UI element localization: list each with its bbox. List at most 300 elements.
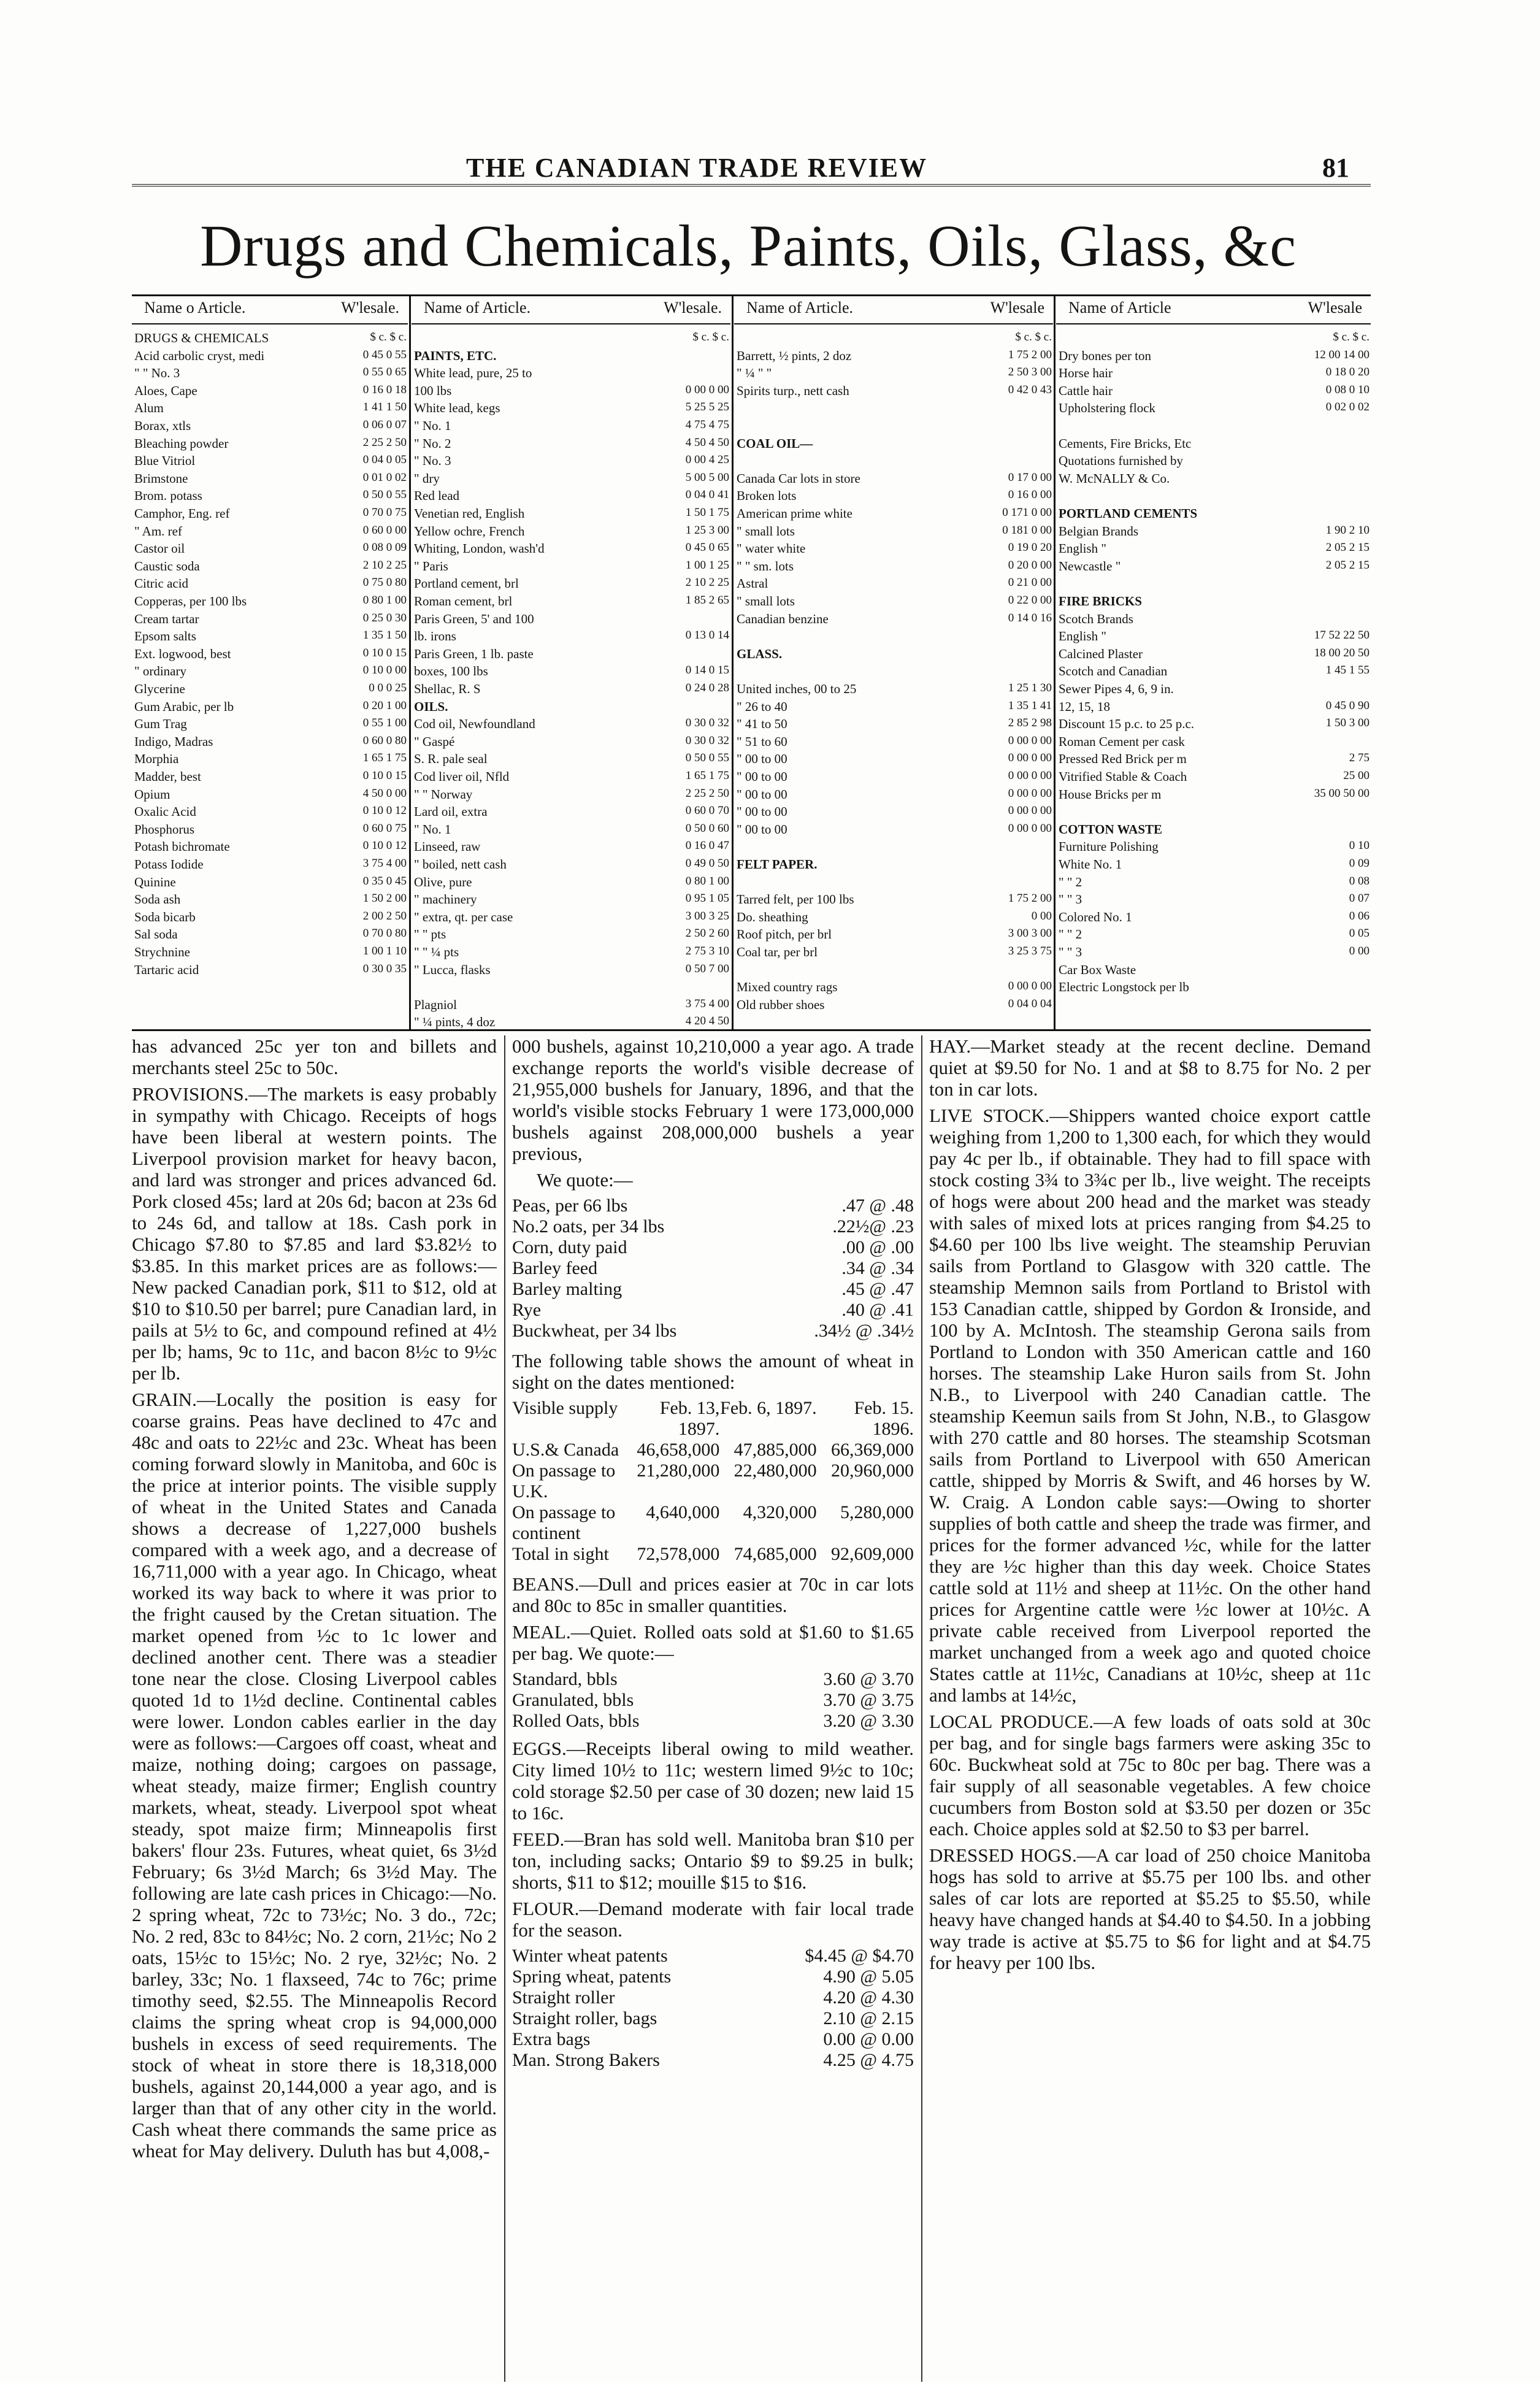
price-value: 2 10 2 25 [362, 558, 407, 572]
table-row [412, 997, 730, 1014]
table-row [1056, 488, 1371, 505]
header-wholesale: W'lesale. [341, 299, 399, 317]
flour-row [512, 2008, 914, 2029]
article-name: " Am. ref [134, 523, 182, 539]
article-name: lb. irons [414, 629, 456, 644]
article-name: " boiled, nett cash [414, 857, 507, 872]
header-article: Name of Article. [424, 299, 531, 317]
paragraph-grain: GRAIN.—Locally the position is easy for coarse grains. Peas have declined to 47c and 48c and oats to 22½c and 23c. Wheat has been coming forward slowly in Manitoba, and 60c is the price at interior points. The visible supply of wheat in the United States and Canada shows a decrease of 1,227,000 bushels compared with a week ago, and a decrease of 16,711,000 with a year ago. In Chicago, wheat worked its way back to where it was prior to the fright caused by the Cretan situation. The market opened from ½c to 1c lower and declined another cent. There was a steadier tone near the close. Closing Liverpool cables quoted 1d to 1½d decline. Continental cables were lower. London cables earlier in the day were as follows:—Cargoes off coast, wheat and maize, nothing doing; cargoes on passage, wheat steady, maize firmer; English country markets, wheat, steady. Liverpool spot wheat steady, spot maize firm; Minneapolis first bakers' flour 23s. Futures, wheat quiet, 6s 3½d February; 6s 3½d March; 6s 3½d May. The following are late cash prices in Chicago:—No. 2 spring wheat, 72c to 73½c; No. 3 do., 72c; No. 2 red, 83c to 84½c; No. 2 corn, 21½c; No 2 oats, 15½c to 15½c; No. 2 rye, 32½c; No. 2 barley, 33c; No. 1 flaxseed, 74c to 76c; prime timothy seed, $2.55. The Minneapolis Record claims the spring wheat crop is 94,000,000 bushels in excess of seed requirements. The stock of wheat in store there is 18,318,000 bushels, against 20,144,000 a year ago, and is larger than that of any other city in the world. Cash wheat there commands the same price as wheat for May delivery. Duluth has but 4,008,- [132, 1389, 497, 2162]
article-name: Borax, xtls [134, 418, 191, 433]
table-row [734, 612, 1053, 628]
price-value: 1 41 1 50 [362, 401, 407, 414]
table-row [1056, 612, 1371, 628]
table-row [734, 576, 1053, 593]
article-name: " " ¼ pts [414, 945, 459, 959]
price-value: 0 17 0 00 [1008, 470, 1052, 484]
article-name: Old rubber shoes [737, 997, 825, 1012]
article-name: Roman cement, brl [414, 594, 513, 608]
table-row [412, 681, 730, 698]
price-value: 3 25 3 75 [1008, 945, 1052, 957]
article-name: COAL OIL— [737, 436, 813, 451]
quote-item: Spring wheat, patents [512, 1967, 672, 1987]
column-header [734, 296, 1053, 321]
price-value: 0 07 [1349, 892, 1370, 905]
table-row [132, 734, 408, 751]
table-row [734, 401, 1053, 417]
table-row [1056, 383, 1371, 400]
header-rule [412, 323, 730, 324]
table-row [1056, 892, 1371, 908]
table-row [412, 751, 730, 768]
article-name: FIRE BRICKS [1059, 594, 1142, 608]
article-name: " " 3 [1059, 892, 1082, 907]
price-value: 0 08 [1349, 874, 1370, 888]
price-value: 0 10 0 12 [362, 804, 407, 818]
article-name: Castor oil [134, 541, 185, 556]
paragraph-eggs: EGGS.—Receipts liberal owing to mild weather. City limed 10½ to 11c; western limed 9½c to 10c; cold storage $2.50 per case of 30 dozen; new laid 15 to 16c. [512, 1738, 914, 1824]
article-name: Oxalic Acid [134, 804, 196, 819]
table-row [132, 366, 408, 382]
table-row [734, 506, 1053, 523]
price-value: 0 00 0 00 [1008, 786, 1052, 800]
table-row [412, 436, 730, 453]
article-name: " 00 to 00 [737, 786, 787, 802]
price-value: 0 06 0 07 [362, 418, 407, 431]
quote-price: 3.70 @ 3.75 [823, 1690, 914, 1710]
article-name: " machinery [414, 892, 477, 907]
article-name: Cod liver oil, Nfld [414, 769, 510, 784]
table-row [1056, 436, 1371, 453]
price-value: 0 08 0 09 [362, 541, 407, 554]
header-article: Name o Article. [144, 299, 246, 317]
price-value: 0 35 0 45 [362, 874, 407, 888]
visible-supply-row [512, 1460, 914, 1502]
article-name: Soda bicarb [134, 909, 196, 924]
price-value: 0 05 [1349, 927, 1370, 940]
quote-price: $4.45 @ $4.70 [805, 1946, 914, 1966]
vis-cell: 4,320,000 [743, 1502, 817, 1522]
quote-item: Rye [512, 1300, 542, 1320]
article-name: Mixed country rags [737, 980, 838, 995]
vis-cell: 47,885,000 [734, 1440, 817, 1460]
table-row [1056, 366, 1371, 382]
price-value: 0 60 0 75 [362, 821, 407, 835]
paragraph: 000 bushels, against 10,210,000 a year ago. A trade exchange reports the world's visible decrease of 21,955,000 bushels for January, 1896, and that the world's visible stocks February 1 were 173,000,000 bushels against 208,000,000 bushels a year previous, [512, 1035, 914, 1164]
meal-row [512, 1711, 914, 1732]
header-rule [132, 323, 408, 324]
price-value: 0 60 0 70 [685, 804, 729, 818]
paragraph-feed: FEED.—Bran has sold well. Manitoba bran $10 per ton, including sacks; Ontario $9 to $9.25 in bulk; shorts, $11 to $12; mouille $15 to $16. [512, 1829, 914, 1893]
price-value: 0 00 0 00 [1008, 734, 1052, 747]
table-row [132, 488, 408, 505]
quote-price: .45 @ .47 [841, 1279, 914, 1299]
quote-item: Straight roller [512, 1987, 615, 2008]
price-value: 1 50 2 00 [362, 892, 407, 905]
price-value: 5 00 5 00 [685, 470, 729, 484]
article-name: Belgian Brands [1059, 523, 1139, 539]
table-row [1056, 962, 1371, 979]
table-row [132, 647, 408, 663]
price-value: 2 25 2 50 [362, 436, 407, 449]
price-value: 0 24 0 28 [685, 681, 729, 694]
table-row [1056, 559, 1371, 575]
quote-row [512, 1237, 914, 1258]
price-value: 0 00 0 00 [1008, 769, 1052, 782]
quote-price: 2.10 @ 2.15 [823, 2008, 914, 2028]
article-name: Broken lots [737, 488, 797, 504]
quote-item: Straight roller, bags [512, 2008, 657, 2028]
article-name: PAINTS, ETC. [414, 348, 497, 363]
table-row [132, 839, 408, 856]
paragraph-local-produce: LOCAL PRODUCE.—A few loads of oats sold at 30c per bag, and for single bags farmers were asking 35c to 60c. Buckwheat sold at 75c to 80c per bag. There was a fair supply of all seasonable vegetables. A few choice cucumbers from Boston sold at $3.50 per dozen or 35c each. Choice apples sold at $2.50 to $3 per barrel. [929, 1711, 1371, 1840]
article-name: Gum Trag [134, 716, 187, 732]
price-value: 1 65 1 75 [362, 751, 407, 765]
price-value: 0 22 0 00 [1008, 594, 1052, 607]
table-row [734, 910, 1053, 926]
article-name: Furniture Polishing [1059, 839, 1159, 854]
article-name: " extra, qt. per case [414, 909, 513, 924]
table-row [734, 769, 1053, 786]
price-value: 1 35 1 41 [1008, 699, 1052, 712]
table-row [1056, 541, 1371, 558]
table-row [1056, 804, 1371, 821]
article-name: " 00 to 00 [737, 751, 787, 767]
table-row [734, 488, 1053, 505]
article-name: Linseed, raw [414, 839, 481, 854]
article-name: Quotations furnished by [1059, 453, 1183, 469]
price-value: 0 0 0 25 [369, 681, 407, 694]
table-row [412, 769, 730, 786]
quote-price: 4.25 @ 4.75 [823, 2050, 914, 2070]
article-name: Discount 15 p.c. to 25 p.c. [1059, 716, 1195, 732]
table-row [734, 839, 1053, 856]
price-value: 4 20 4 50 [685, 1015, 729, 1028]
table-row [1056, 524, 1371, 540]
price-value: 35 00 50 00 [1314, 786, 1370, 800]
article-name: Ext. logwood, best [134, 646, 231, 661]
price-value: 0 80 1 00 [685, 874, 729, 888]
table-row [132, 401, 408, 417]
article-name: Coal tar, per brl [737, 945, 818, 959]
table-row [1056, 647, 1371, 663]
article-name: " No. 1 [414, 821, 451, 837]
price-value: 1 25 1 30 [1008, 681, 1052, 694]
table-row [412, 331, 730, 347]
column-divider [504, 1035, 505, 2382]
article-name: " water white [737, 541, 806, 556]
visible-supply-row [512, 1502, 914, 1544]
article-name: " " No. 3 [134, 366, 180, 381]
journal-title: THE CANADIAN TRADE REVIEW [466, 153, 928, 183]
price-value: 0 13 0 14 [685, 629, 729, 642]
price-value: 0 42 0 43 [1008, 383, 1052, 396]
article-name: " " sm. lots [737, 558, 794, 574]
article-name: Canada Car lots in store [737, 470, 860, 486]
header-rule [132, 184, 1371, 186]
quote-item: Corn, duty paid [512, 1237, 627, 1257]
price-value: 1 50 3 00 [1325, 716, 1370, 730]
article-name: Canadian benzine [737, 611, 829, 626]
price-value: 0 50 7 00 [685, 962, 729, 975]
table-row [734, 524, 1053, 540]
price-value: 12 00 14 00 [1314, 348, 1370, 361]
table-row [132, 594, 408, 610]
table-row [412, 506, 730, 523]
quote-price: .34 @ .34 [841, 1258, 914, 1278]
table-row [1056, 576, 1371, 593]
price-value: 4 50 0 00 [362, 786, 407, 800]
table-row [734, 436, 1053, 453]
flour-quotes [512, 1946, 914, 2071]
price-value: 0 10 0 00 [362, 664, 407, 677]
meal-quotes [512, 1669, 914, 1732]
price-value: 0 09 [1349, 857, 1370, 870]
price-value: 0 00 [1349, 945, 1370, 957]
price-value: 0 10 [1349, 839, 1370, 853]
table-row [734, 594, 1053, 610]
price-value: 3 00 3 25 [685, 909, 729, 923]
article-name: Shellac, R. S [414, 681, 481, 696]
table-row [412, 945, 730, 961]
table-row [1056, 980, 1371, 996]
article-name: Citric acid [134, 576, 189, 591]
article-name: Red lead [414, 488, 460, 504]
article-name: Strychnine [134, 945, 190, 959]
column-header [412, 296, 730, 321]
article-name: Colored No. 1 [1059, 909, 1132, 924]
quote-item: Standard, bbls [512, 1669, 618, 1689]
table-row [412, 488, 730, 505]
table-row [132, 383, 408, 400]
header-article: Name of Article. [746, 299, 853, 317]
table-row [1056, 506, 1371, 523]
quote-item: Buckwheat, per 34 lbs [512, 1321, 677, 1341]
price-value: 3 75 4 00 [362, 857, 407, 870]
table-row [1056, 418, 1371, 435]
article-name: " " Norway [414, 786, 473, 802]
article-name: FELT PAPER. [737, 857, 818, 872]
quote-price: 3.20 @ 3.30 [823, 1711, 914, 1731]
article-name: Scotch Brands [1059, 611, 1133, 626]
article-name: White No. 1 [1059, 857, 1122, 872]
header-article: Name of Article [1068, 299, 1171, 317]
price-value: 0 00 0 00 [1008, 804, 1052, 818]
article-name: Scotch and Canadian [1059, 664, 1168, 679]
article-name: United inches, 00 to 25 [737, 681, 857, 696]
table-row [412, 716, 730, 733]
table-row [1056, 875, 1371, 891]
price-value: 0 95 1 05 [685, 892, 729, 905]
table-row [1056, 769, 1371, 786]
table-row [734, 751, 1053, 768]
article-name: Barrett, ½ pints, 2 doz [737, 348, 852, 363]
table-row [1056, 734, 1371, 751]
quote-price: 0.00 @ 0.00 [823, 2029, 914, 2049]
price-value: 2 10 2 25 [685, 576, 729, 589]
table-row [412, 787, 730, 804]
article-name: Whiting, London, wash'd [414, 541, 545, 556]
price-value: 0 60 0 00 [362, 523, 407, 537]
price-value: 0 45 0 55 [362, 348, 407, 361]
table-row [132, 418, 408, 435]
table-row [1056, 681, 1371, 698]
table-row [412, 875, 730, 891]
article-name: Cattle hair [1059, 383, 1113, 398]
price-value: 1 45 1 55 [1325, 664, 1370, 677]
article-name: Morphia [134, 751, 179, 767]
table-row [132, 787, 408, 804]
table-row [412, 612, 730, 628]
vis-head: Visible supply [512, 1398, 618, 1418]
price-value: 0 25 0 30 [362, 611, 407, 624]
table-row [734, 945, 1053, 961]
table-row [132, 576, 408, 593]
price-value: 0 10 0 12 [362, 839, 407, 853]
quote-item: Extra bags [512, 2029, 591, 2049]
table-row [1056, 664, 1371, 680]
price-value: 0 19 0 20 [1008, 541, 1052, 554]
quote-price: .34½ @ .34½ [814, 1321, 914, 1341]
article-name: Roman Cement per cask [1059, 734, 1185, 749]
table-row [734, 962, 1053, 979]
flour-row [512, 1967, 914, 1987]
article-name: Sal soda [134, 927, 178, 942]
table-row [734, 857, 1053, 873]
price-value: 0 60 0 80 [362, 734, 407, 747]
table-row [1056, 594, 1371, 610]
quote-item: Peas, per 66 lbs [512, 1195, 628, 1216]
price-value: 2 05 2 15 [1325, 541, 1370, 554]
article-name: Glycerine [134, 681, 185, 696]
table-row [132, 524, 408, 540]
price-value: 0 16 0 18 [362, 383, 407, 396]
meal-row [512, 1690, 914, 1711]
table-row [734, 804, 1053, 821]
price-value: 4 75 4 75 [685, 418, 729, 431]
table-row [734, 418, 1053, 435]
article-name: COTTON WASTE [1059, 821, 1163, 837]
table-row [1056, 331, 1371, 347]
article-name: W. McNALLY & Co. [1059, 470, 1170, 486]
visible-supply-row [512, 1544, 914, 1565]
price-value: 0 01 0 02 [362, 470, 407, 484]
column-header [132, 296, 408, 321]
price-value: 0 30 0 35 [362, 962, 407, 975]
article-name: " " 2 [1059, 874, 1082, 889]
article-name: " 00 to 00 [737, 804, 787, 819]
price-value: 0 21 0 00 [1008, 576, 1052, 589]
table-row [132, 348, 408, 365]
price-value: 0 50 0 55 [362, 488, 407, 502]
price-value: 2 50 2 60 [685, 927, 729, 940]
price-column-3 [734, 296, 1053, 1029]
table-row [412, 524, 730, 540]
flour-row [512, 1946, 914, 1967]
column-header [1056, 296, 1371, 321]
price-value: 2 50 3 00 [1008, 366, 1052, 379]
paragraph: The following table shows the amount of wheat in sight on the dates mentioned: [512, 1350, 914, 1393]
article-name: Tarred felt, per 100 lbs [737, 892, 854, 907]
price-value: 0 10 0 15 [362, 646, 407, 659]
article-name: English " [1059, 629, 1106, 644]
price-value: $ c. $ c. [692, 331, 729, 343]
price-value: 0 00 4 25 [685, 453, 729, 467]
article-name: Plagniol [414, 997, 458, 1012]
table-row [734, 875, 1053, 891]
quote-price: 4.90 @ 5.05 [823, 1967, 914, 1987]
table-row [1056, 471, 1371, 488]
vis-cell: 66,369,000 [830, 1440, 914, 1460]
price-value: 2 00 2 50 [362, 909, 407, 923]
price-value: 0 181 0 00 [1002, 523, 1052, 537]
article-name: Roof pitch, per brl [737, 927, 832, 942]
quote-item: No.2 oats, per 34 lbs [512, 1216, 665, 1237]
table-row [412, 401, 730, 417]
table-row [412, 839, 730, 856]
paragraph-meal: MEAL.—Quiet. Rolled oats sold at $1.60 to $1.65 per bag. We quote:— [512, 1621, 914, 1664]
article-name: " ordinary [134, 664, 186, 679]
article-name: Bleaching powder [134, 436, 229, 451]
table-row [412, 576, 730, 593]
article-name: Dry bones per ton [1059, 348, 1152, 363]
article-name: Potass Iodide [134, 857, 204, 872]
paragraph-beans: BEANS.—Dull and prices easier at 70c in car lots and 80c to 85c in smaller quantities. [512, 1573, 914, 1616]
table-row [412, 1015, 730, 1031]
quote-price: .40 @ .41 [841, 1300, 914, 1320]
table-row [412, 647, 730, 663]
paragraph-dressed-hogs: DRESSED HOGS.—A car load of 250 choice Manitoba hogs has sold to arrive at $5.75 per 100 lbs. and other sales of car lots are reported at $5.25 to $5.50, while heavy have changed hands at $4.40 to $4.50. In a jobbing way trade is active at $5.75 to $6 for light and at $4.75 for heavy per 100 lbs. [929, 1844, 1371, 1973]
table-row [1056, 699, 1371, 716]
table-row [132, 892, 408, 908]
article-name: " small lots [737, 523, 795, 539]
column-divider [1054, 296, 1055, 1029]
price-value: 0 18 0 20 [1325, 366, 1370, 379]
article-name: White lead, kegs [414, 401, 500, 416]
price-value: 2 75 3 10 [685, 945, 729, 957]
table-row [734, 997, 1053, 1014]
price-value: 0 10 0 15 [362, 769, 407, 782]
table-row [132, 716, 408, 733]
quote-price: 4.20 @ 4.30 [823, 1987, 914, 2008]
article-name: Venetian red, English [414, 506, 525, 521]
price-value: 0 00 0 00 [1008, 821, 1052, 835]
header-wholesale: W'lesale. [664, 299, 722, 317]
price-value: 5 25 5 25 [685, 401, 729, 414]
table-row [734, 366, 1053, 382]
article-name: Yellow ochre, French [414, 523, 525, 539]
table-row [412, 962, 730, 979]
visible-supply-table [512, 1440, 914, 1565]
table-row [132, 506, 408, 523]
vis-cell: 92,609,000 [830, 1544, 914, 1564]
article-name: Camphor, Eng. ref [134, 506, 230, 521]
vis-cell: 72,578,000 [637, 1544, 720, 1564]
article-name: Gum Arabic, per lb [134, 699, 234, 714]
price-value: $ c. $ c. [1333, 331, 1370, 343]
price-value: 4 50 4 50 [685, 436, 729, 449]
table-row [734, 348, 1053, 365]
table-row [132, 822, 408, 838]
article-name: S. R. pale seal [414, 751, 488, 767]
price-value: 1 00 1 10 [362, 945, 407, 957]
visible-supply-header [512, 1398, 914, 1440]
article-name: " ¼ pints, 4 doz [414, 1015, 496, 1030]
table-row [1056, 857, 1371, 873]
price-value: 1 75 2 00 [1008, 892, 1052, 905]
table-row [132, 927, 408, 943]
article-name: PORTLAND CEMENTS [1059, 506, 1198, 521]
vis-cell: U.S.& Canada [512, 1440, 619, 1460]
